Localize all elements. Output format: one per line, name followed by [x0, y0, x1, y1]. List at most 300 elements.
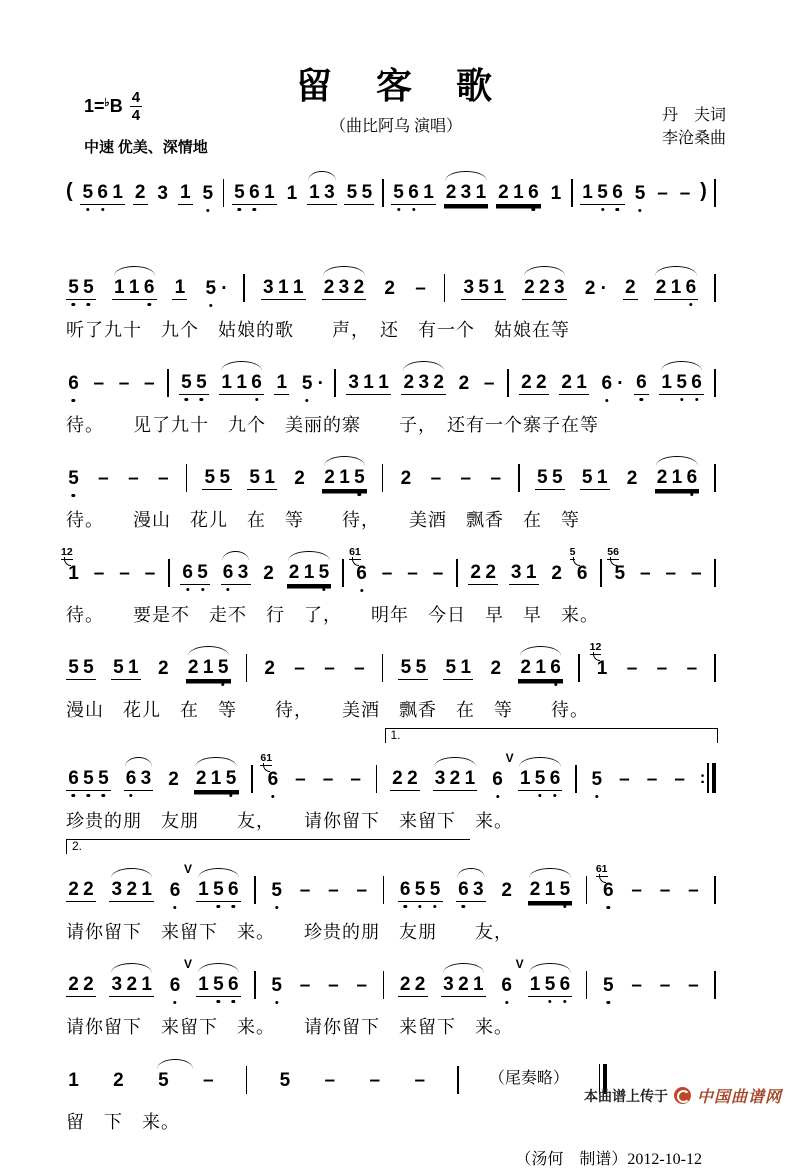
site-name: 中国曲谱网 [696, 1089, 782, 1106]
note-digit: 5 [181, 372, 192, 393]
note-digit: 6 [399, 879, 411, 900]
note-token [66, 880, 96, 913]
slur-arc [323, 266, 364, 276]
note-token [66, 469, 81, 501]
note-token [183, 862, 241, 913]
note-token [625, 469, 640, 501]
note-digit: – [93, 563, 105, 584]
note-token [663, 564, 678, 596]
note-digit: 3 [111, 974, 123, 995]
note-token [322, 1071, 337, 1103]
note-token [117, 564, 132, 596]
note-digits [166, 770, 181, 791]
note-token [354, 976, 369, 1008]
note-digits [488, 659, 503, 680]
note-digits [443, 658, 473, 680]
note-digit: – [460, 468, 472, 489]
note-digits [66, 374, 81, 395]
slur-arc [288, 551, 329, 561]
barline [342, 559, 344, 587]
note-token [194, 769, 239, 802]
note-digit: 2 [458, 373, 470, 394]
slur-arc [661, 361, 702, 371]
note-token [287, 563, 332, 596]
note-digits [672, 770, 687, 791]
note-digit: – [686, 658, 698, 679]
lyrics-line: 漫山 花儿 在 等 待， 美酒 飘香 在 等 待。 [66, 700, 589, 720]
note-digits [499, 881, 514, 902]
note-token [261, 278, 306, 311]
thin-bar [707, 763, 709, 793]
note-digit: 1 [276, 372, 288, 393]
note-digits [155, 184, 170, 205]
note-digits [398, 658, 428, 680]
note-digit: – [295, 769, 306, 790]
note-digit: – [659, 880, 671, 901]
note-token [112, 278, 157, 311]
music-line [66, 443, 716, 537]
note-digit: – [324, 1070, 336, 1091]
note-digit: 3 [140, 768, 152, 789]
note-digit: 3 [263, 277, 274, 298]
note-digit: 5 [213, 879, 224, 900]
barline [168, 559, 170, 587]
note-digit: – [128, 468, 139, 489]
note-token [638, 564, 653, 596]
note-digit: 1 [661, 372, 672, 393]
note-digits [380, 564, 395, 585]
note-digits [109, 975, 154, 997]
note-digits [559, 373, 589, 395]
note-digit: – [415, 278, 426, 299]
note-digits [196, 975, 241, 997]
note-digits [645, 770, 660, 791]
slur-arc [520, 646, 561, 656]
note-token [456, 374, 471, 406]
note-token [321, 770, 336, 802]
note-digit: 6 [228, 974, 239, 995]
note-digits [300, 374, 315, 395]
note-token [398, 658, 428, 691]
note-digit: – [93, 373, 105, 394]
note-digits [168, 976, 183, 997]
note-digit: 3 [554, 277, 565, 298]
note-digit: 6 [691, 372, 702, 393]
transcriber-credit: （汤何 制谱）2012-10-12 [515, 1151, 702, 1168]
barline [251, 765, 253, 793]
note-digit: 2 [126, 879, 138, 900]
note-digit: – [483, 373, 495, 394]
note-digits [468, 563, 498, 585]
note-digit: 2 [134, 182, 146, 203]
tempo-expression-label: 中速 优美、深情地 [84, 140, 208, 156]
note-digit: 2 [655, 277, 667, 298]
note-digit: 1 [423, 182, 434, 203]
note-digits [201, 1071, 216, 1092]
note-digit: 1 [277, 277, 289, 298]
note-digits [391, 183, 436, 205]
note-digit: 6 [169, 880, 181, 901]
note-token [109, 975, 154, 1008]
note-token [201, 1071, 216, 1103]
note-token [66, 374, 81, 406]
note-digits [178, 183, 193, 205]
barline [444, 274, 446, 302]
slur-arc [308, 171, 336, 181]
text-token: ( [66, 180, 73, 202]
breath-mark: V [183, 957, 192, 971]
note-token [589, 641, 610, 691]
lyrics-line [66, 216, 716, 252]
note-token [443, 658, 473, 691]
note-digit: 3 [434, 768, 446, 789]
augmentation-dot: · [221, 278, 228, 299]
note-token [601, 976, 616, 1008]
note-token [262, 659, 277, 691]
note-token [61, 546, 81, 596]
note-digits [441, 975, 486, 997]
note-digits [326, 976, 341, 997]
note-digits [654, 659, 669, 680]
note-digits [117, 374, 132, 395]
flat-icon: ♭ [104, 97, 110, 109]
text-token: ) [700, 180, 707, 202]
note-token [126, 469, 141, 501]
note-token [634, 373, 649, 406]
note-token [172, 278, 187, 311]
note-digits [322, 1071, 337, 1092]
note-digits [496, 183, 541, 205]
note-digit: – [369, 1070, 381, 1091]
note-digits [678, 184, 693, 205]
barline [382, 179, 384, 207]
note-digits [589, 770, 604, 791]
note-digit: 2 [445, 182, 457, 203]
note-token [382, 279, 397, 311]
note-digit: 6 [549, 768, 561, 789]
note-digit: – [118, 373, 130, 394]
note-digit: 3 [473, 879, 484, 900]
key-text: 1=♭B [84, 96, 123, 116]
music-line [66, 158, 716, 252]
note-digit: 1 [179, 182, 191, 203]
note-token [367, 1071, 382, 1103]
note-digit: 5 [219, 467, 231, 488]
note-digit: – [688, 975, 699, 996]
note-digit: 5 [414, 879, 426, 900]
note-digit: 1 [112, 182, 123, 203]
barline [383, 971, 385, 999]
note-token [156, 1071, 171, 1103]
note-digit: 1 [292, 277, 304, 298]
note-token [300, 374, 324, 406]
note-token [232, 183, 277, 216]
note-digits [96, 469, 111, 490]
note-digits [638, 564, 653, 585]
note-digit: 1 [378, 372, 389, 393]
note-digits [66, 769, 111, 791]
barline [334, 369, 336, 397]
note-digit: 5 [234, 182, 245, 203]
note-digits [612, 564, 627, 585]
note-digits [352, 659, 367, 680]
note-digits [599, 374, 614, 395]
note-token [183, 957, 241, 1008]
note-digit: 6 [125, 768, 137, 789]
note-digit: – [631, 880, 642, 901]
note-digits [575, 564, 590, 585]
barline [254, 876, 256, 904]
note-digit: – [98, 468, 109, 489]
note-digit: 2 [157, 658, 169, 679]
note-digit: 1 [303, 562, 315, 583]
slur-arc [403, 361, 444, 371]
music-line [66, 633, 716, 727]
note-token [96, 469, 111, 501]
note-digits [522, 278, 567, 300]
note-digits [412, 1071, 427, 1092]
note-token [348, 770, 363, 802]
note-token [142, 374, 157, 406]
note-digits [686, 881, 701, 902]
note-digits [322, 468, 367, 490]
note-digit: 5 [225, 768, 237, 789]
note-digits [172, 278, 187, 300]
note-token [672, 770, 687, 802]
note-token [274, 373, 289, 406]
note-digit: 1 [264, 182, 275, 203]
note-token [200, 184, 215, 216]
note-token [298, 976, 313, 1008]
note-digits [354, 881, 369, 902]
note-token [569, 546, 590, 596]
note-digits [580, 183, 625, 205]
slur-arc [434, 757, 475, 767]
slur-arc [529, 868, 570, 878]
note-digit: – [119, 563, 130, 584]
barline [243, 274, 245, 302]
breath-mark: V [515, 957, 524, 971]
note-digits [219, 373, 264, 395]
note-digits [382, 279, 397, 300]
staff-row [66, 744, 716, 802]
note-digit: – [294, 658, 305, 679]
note-digit: – [665, 563, 677, 584]
note-digits [112, 278, 157, 300]
note-digit: 1 [493, 277, 504, 298]
note-token [221, 563, 251, 596]
note-token [431, 564, 446, 596]
note-digit: 1 [464, 768, 476, 789]
note-digits [179, 373, 209, 395]
note-digits [322, 278, 367, 300]
note-token [155, 184, 170, 216]
note-digit: 1 [264, 467, 275, 488]
note-digit: 3 [157, 183, 168, 204]
slur-arc [443, 963, 484, 973]
note-digits [111, 658, 141, 680]
note-token [456, 880, 486, 913]
note-digits [202, 468, 232, 490]
note-token [490, 770, 505, 802]
note-digit: 1 [198, 974, 209, 995]
volta-label: 1. [390, 728, 401, 742]
note-digits [548, 184, 563, 205]
note-digit: 3 [443, 974, 454, 995]
note-digit: 1 [141, 879, 152, 900]
note-digit: – [299, 975, 311, 996]
note-digit: 5 [445, 657, 457, 678]
note-token [655, 184, 670, 216]
note-digit: 2 [399, 974, 411, 995]
note-token [80, 183, 125, 216]
note-digit: – [203, 1070, 214, 1091]
note-digit: 2 [521, 372, 532, 393]
note-digit: 2 [392, 768, 403, 789]
music-line [66, 839, 716, 949]
barline [714, 654, 716, 682]
slur-arc [125, 757, 153, 767]
slur-arc [519, 757, 560, 767]
repeat-dots: : [699, 768, 706, 787]
note-digit: 5 [83, 277, 94, 298]
note-digit: 2 [449, 768, 461, 789]
note-token [505, 751, 563, 802]
note-digit: 6 [528, 182, 539, 203]
note-digit: 5 [361, 182, 373, 203]
note-digits [196, 880, 241, 902]
note-digits [292, 659, 307, 680]
barline [714, 464, 716, 492]
note-digits [367, 1071, 382, 1092]
note-token [461, 278, 506, 311]
note-digit: – [674, 769, 685, 790]
note-token [488, 659, 503, 691]
note-digit: 5 [429, 879, 441, 900]
note-digit: 6 [249, 182, 260, 203]
note-digit: – [657, 183, 668, 204]
note-digit: 1 [68, 1070, 79, 1091]
note-digit: 2 [187, 657, 199, 678]
note-digits [326, 881, 341, 902]
music-line [61, 538, 716, 632]
note-digit: 2 [263, 563, 274, 584]
barline [456, 559, 458, 587]
note-token [349, 546, 369, 596]
note-digit: 3 [111, 879, 123, 900]
note-digit: 2 [324, 467, 335, 488]
barline [518, 464, 520, 492]
barline [246, 654, 248, 682]
note-token [595, 863, 616, 913]
note-token [124, 769, 154, 802]
note-digits [66, 658, 96, 680]
note-digits [66, 278, 96, 300]
note-digit: 2 [529, 879, 541, 900]
note-token [623, 278, 638, 311]
note-digits [601, 881, 616, 902]
note-digits [298, 881, 313, 902]
note-digit: 2 [288, 562, 300, 583]
note-token [66, 658, 96, 691]
note-digit: 5 [279, 1070, 291, 1091]
note-digit: 1 [582, 182, 593, 203]
slur-arc [198, 868, 239, 878]
note-digit: – [646, 769, 658, 790]
note-digit: 5 [415, 657, 427, 678]
note-digit: 5 [271, 880, 282, 901]
note-digit: 5 [217, 657, 229, 678]
note-digit: 2 [323, 277, 335, 298]
note-token [352, 659, 367, 691]
note-digit: 2 [561, 372, 572, 393]
note-token [398, 469, 413, 501]
slur-arc [195, 757, 236, 767]
note-token [92, 564, 107, 596]
note-digit: 1 [286, 183, 298, 204]
note-digit: 6 [222, 562, 234, 583]
footer-note: 本曲谱上传于 [583, 1089, 668, 1105]
note-digits [595, 659, 610, 680]
note-token [599, 374, 623, 406]
note-token [66, 1071, 81, 1103]
note-digits [91, 374, 106, 395]
note-digit: 2 [68, 879, 79, 900]
page-title: 留 客 歌 [295, 66, 496, 106]
note-token [658, 881, 673, 913]
thick-bar [712, 763, 716, 793]
barline [382, 464, 384, 492]
note-digits [433, 769, 478, 791]
slur-arc [157, 1059, 193, 1069]
note-token [629, 976, 644, 1008]
note-digits [625, 659, 640, 680]
note-token [66, 769, 111, 802]
note-digits [405, 564, 420, 585]
note-digit: – [626, 658, 638, 679]
lyrics-line: 待。 见了九十 九个 美丽的寨 子， 还有一个寨子在等 [66, 415, 599, 435]
note-digits [203, 279, 218, 300]
note-token [166, 770, 181, 802]
barline [383, 876, 385, 904]
note-digits [293, 770, 308, 791]
note-token [607, 546, 627, 596]
note-token [496, 183, 541, 216]
note-token [678, 184, 693, 216]
slur-arc [656, 456, 697, 466]
note-digits [583, 279, 598, 300]
note-digits [284, 184, 299, 205]
augmentation-dot: · [617, 373, 624, 394]
note-digit: – [356, 975, 368, 996]
note-digit: 1 [174, 277, 186, 298]
note-digit: 5 [249, 467, 260, 488]
note-token [428, 469, 443, 501]
note-token [398, 880, 443, 913]
note-digit: 5 [354, 467, 365, 488]
note-digits [111, 1071, 126, 1092]
lyrics-line: 听了九十 九个 姑娘的歌 声， 还 有一个 姑娘在等 [66, 320, 570, 340]
augmentation-dot: · [317, 373, 324, 394]
note-digit: 2 [539, 277, 550, 298]
note-digit: 2 [294, 468, 305, 489]
note-digits [261, 278, 306, 300]
note-digit: 2 [584, 278, 596, 299]
note-token [499, 881, 514, 913]
note-digit: 2 [68, 974, 79, 995]
note-token [260, 752, 280, 802]
note-digit: 2 [656, 467, 668, 488]
